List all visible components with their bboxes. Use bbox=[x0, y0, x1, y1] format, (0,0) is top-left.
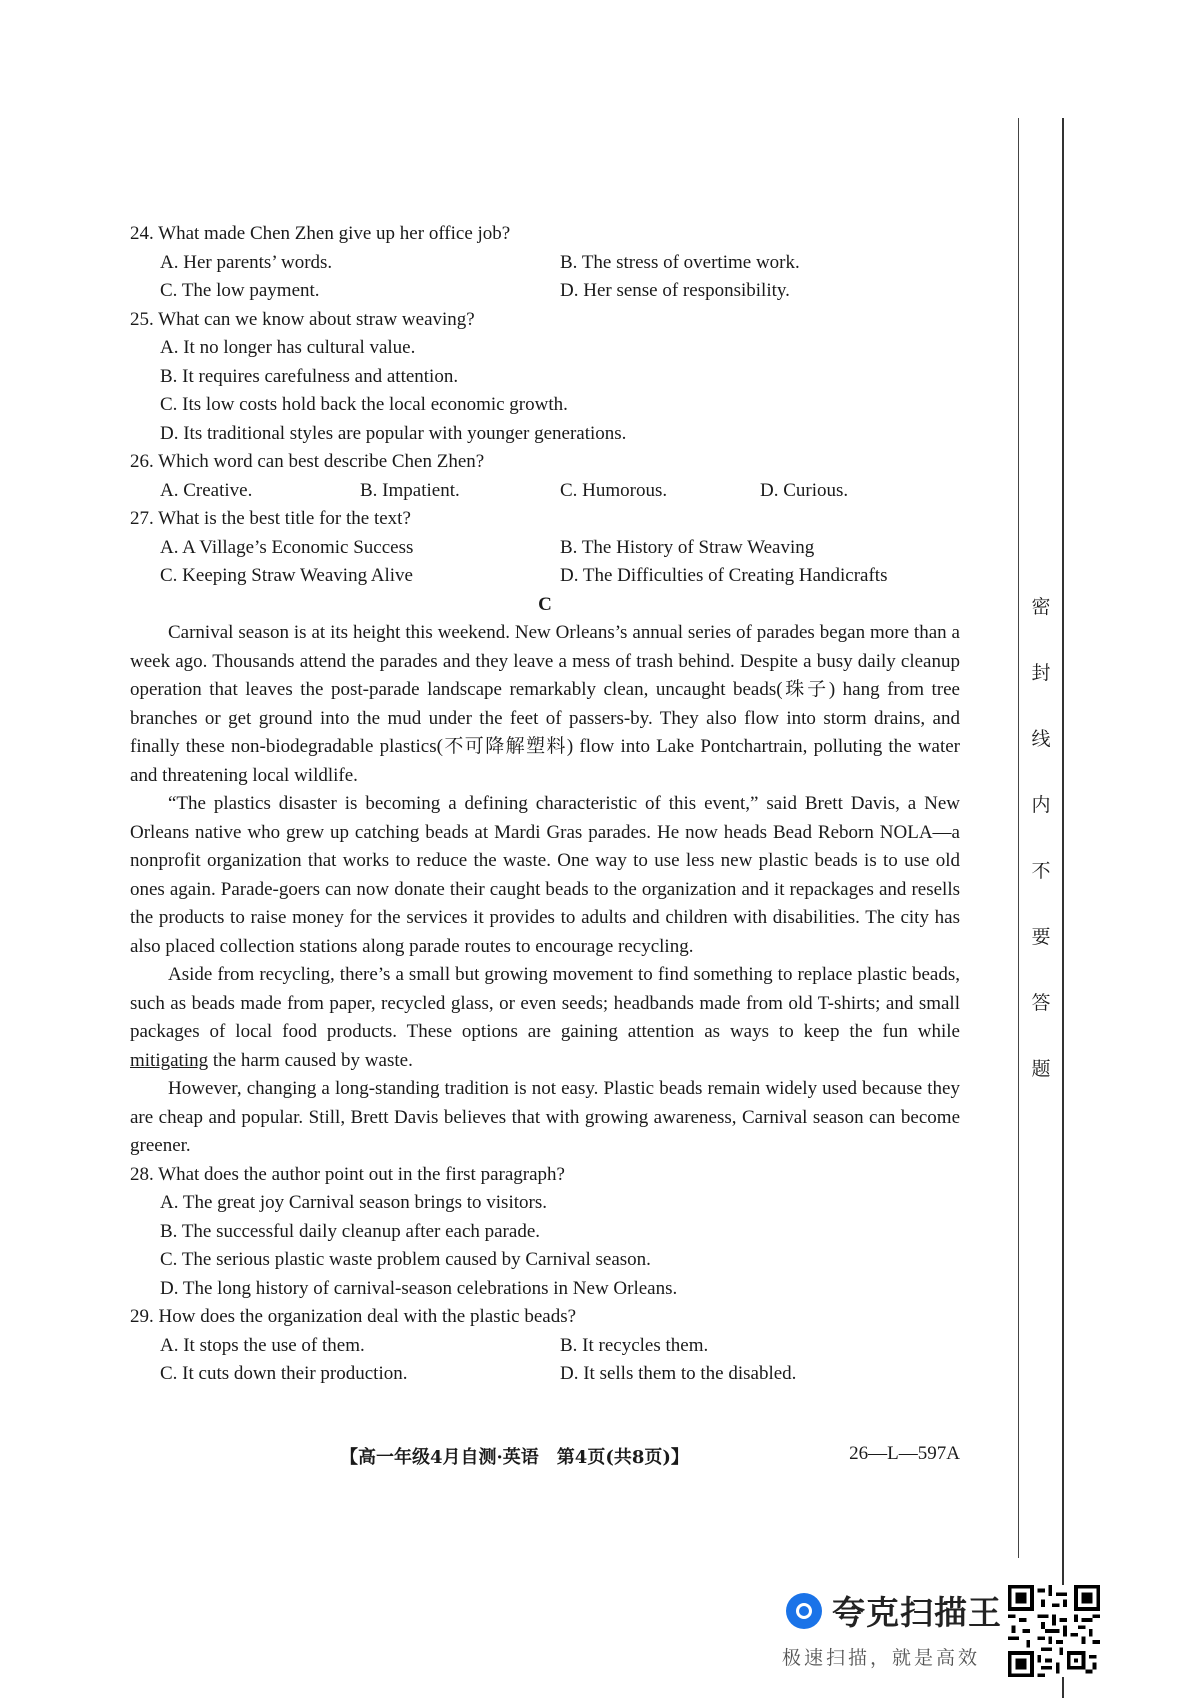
underlined-word: mitigating bbox=[130, 1049, 209, 1071]
exam-code: 26—L—597A bbox=[849, 1443, 960, 1464]
options-q25 bbox=[130, 334, 960, 448]
footer-label: 【高一年级4月自测·英语 第4页(共8页)】 bbox=[340, 1447, 689, 1468]
option-item: A. It no longer has cultural value. bbox=[160, 337, 416, 358]
watermark-slogan: 极速扫描，就是高效 bbox=[782, 1647, 981, 1669]
seal-char: 内 bbox=[1031, 794, 1051, 816]
passage-paragraph-1: Carnival season is at its height this weekend. New Orleans’s annual series of parades began more than a week ago. Thousands attend the parades and they leave a mess of trash behind. Despite a busy daily cleanup operation that leaves the post-parade landscape remarkably clean, uncaught beads(珠子) hang from tree branches or get ground into the mud under the feet of passers-by. They also flow into storm drains, and finally these non-biodegradable plastics(不可降解塑料) flow into Lake Pontchartrain, polluting the water and threatening local wildlife. bbox=[130, 622, 960, 786]
seal-char: 题 bbox=[1031, 1058, 1051, 1080]
question-stem: 24. What made Chen Zhen give up her office job? bbox=[130, 223, 511, 244]
option-item: B. It recycles them. bbox=[560, 1334, 709, 1356]
option-item: D. The Difficulties of Creating Handicrafts bbox=[560, 565, 888, 586]
passage-paragraph-3 bbox=[130, 961, 960, 1075]
passage-paragraph-4: However, changing a long-standing tradition is not easy. Plastic beads remain widely used because they are cheap and popular. Still, Brett Davis believes that with growing awareness, Carnival season can become greener. bbox=[130, 1078, 960, 1156]
option-item: B. The stress of overtime work. bbox=[560, 251, 800, 273]
quark-logo-icon bbox=[786, 1593, 822, 1629]
seal-char: 密 bbox=[1031, 596, 1051, 618]
option-item: B. Impatient. bbox=[360, 479, 460, 501]
section-c-title: C bbox=[538, 593, 552, 615]
options-q27 bbox=[130, 534, 960, 591]
option-item: C. It cuts down their production. bbox=[160, 1363, 408, 1384]
question-stem: 26. Which word can best describe Chen Zhen? bbox=[130, 451, 485, 472]
questions-top bbox=[130, 220, 960, 591]
p3-text-after: the harm caused by waste. bbox=[208, 1049, 413, 1071]
option-item: C. Keeping Straw Weaving Alive bbox=[160, 565, 413, 586]
seal-char: 封 bbox=[1031, 662, 1051, 684]
exam-content bbox=[130, 220, 960, 1389]
binding-line-outer bbox=[1062, 118, 1064, 1698]
option-item: A. A Village’s Economic Success bbox=[160, 536, 414, 558]
option-item: B. The successful daily cleanup after each parade. bbox=[160, 1220, 540, 1242]
option-item: D. The long history of carnival-season celebrations in New Orleans. bbox=[160, 1277, 678, 1299]
question-stem: 28. What does the author point out in the first paragraph? bbox=[130, 1163, 565, 1185]
options-q24 bbox=[130, 249, 960, 306]
question-stem: 27. What is the best title for the text? bbox=[130, 508, 411, 529]
option-item: C. Its low costs hold back the local economic growth. bbox=[160, 394, 568, 415]
option-item: B. The History of Straw Weaving bbox=[560, 536, 815, 558]
option-item: D. Curious. bbox=[760, 479, 849, 501]
option-item: A. Her parents’ words. bbox=[160, 251, 333, 273]
option-item: C. The serious plastic waste problem caused by Carnival season. bbox=[160, 1249, 651, 1270]
options-q29 bbox=[130, 1332, 960, 1389]
option-item: A. The great joy Carnival season brings to visitors. bbox=[160, 1192, 547, 1213]
question-stem: 25. What can we know about straw weaving? bbox=[130, 308, 475, 330]
seal-line-text bbox=[1029, 592, 1053, 1120]
option-item: D. Her sense of responsibility. bbox=[560, 280, 790, 301]
options-q26 bbox=[130, 477, 960, 506]
questions-bottom bbox=[130, 1161, 960, 1389]
passage-paragraph-2: “The plastics disaster is becoming a defining characteristic of this event,” said Brett Davis, a New Orleans native who grew up catching beads at Mardi Gras parades. He now heads Bead Reborn NOLA—a nonprofit organization that works to reduce the waste. One way to use less new plastic beads is to use old ones again. Parade-goers can now donate their caught beads to the organization and it repackages and resells the products to raise money for the services it provides to adults and children with disabilities. The city has also placed collection stations along parade routes to encourage recycling. bbox=[130, 793, 960, 957]
watermark-name: 夸克扫描王 bbox=[832, 1593, 1002, 1632]
option-item: B. It requires carefulness and attention. bbox=[160, 365, 459, 387]
option-item: C. The low payment. bbox=[160, 280, 320, 301]
seal-char: 答 bbox=[1031, 992, 1051, 1014]
question-stem: 29. How does the organization deal with the plastic beads? bbox=[130, 1306, 577, 1327]
option-item: D. Its traditional styles are popular with younger generations. bbox=[160, 422, 627, 444]
p3-text-before: Aside from recycling, there’s a small but growing movement to find something to replace plastic beads, such as beads made from paper, recycled glass, or even seeds; headbands made from old T-shirts; and small packages of local food products. These options are gaining attention as ways to keep the fun while bbox=[130, 964, 960, 1042]
seal-char: 不 bbox=[1031, 860, 1051, 882]
option-item: A. Creative. bbox=[160, 479, 253, 501]
qr-code-icon bbox=[1008, 1585, 1100, 1677]
option-item: D. It sells them to the disabled. bbox=[560, 1363, 797, 1384]
option-item: C. Humorous. bbox=[560, 479, 668, 501]
options-q28 bbox=[130, 1189, 960, 1303]
seal-char: 要 bbox=[1031, 926, 1051, 948]
seal-char: 线 bbox=[1031, 728, 1051, 750]
binding-line-inner bbox=[1018, 118, 1019, 1558]
option-item: A. It stops the use of them. bbox=[160, 1334, 365, 1356]
scanner-watermark bbox=[782, 1585, 1004, 1685]
